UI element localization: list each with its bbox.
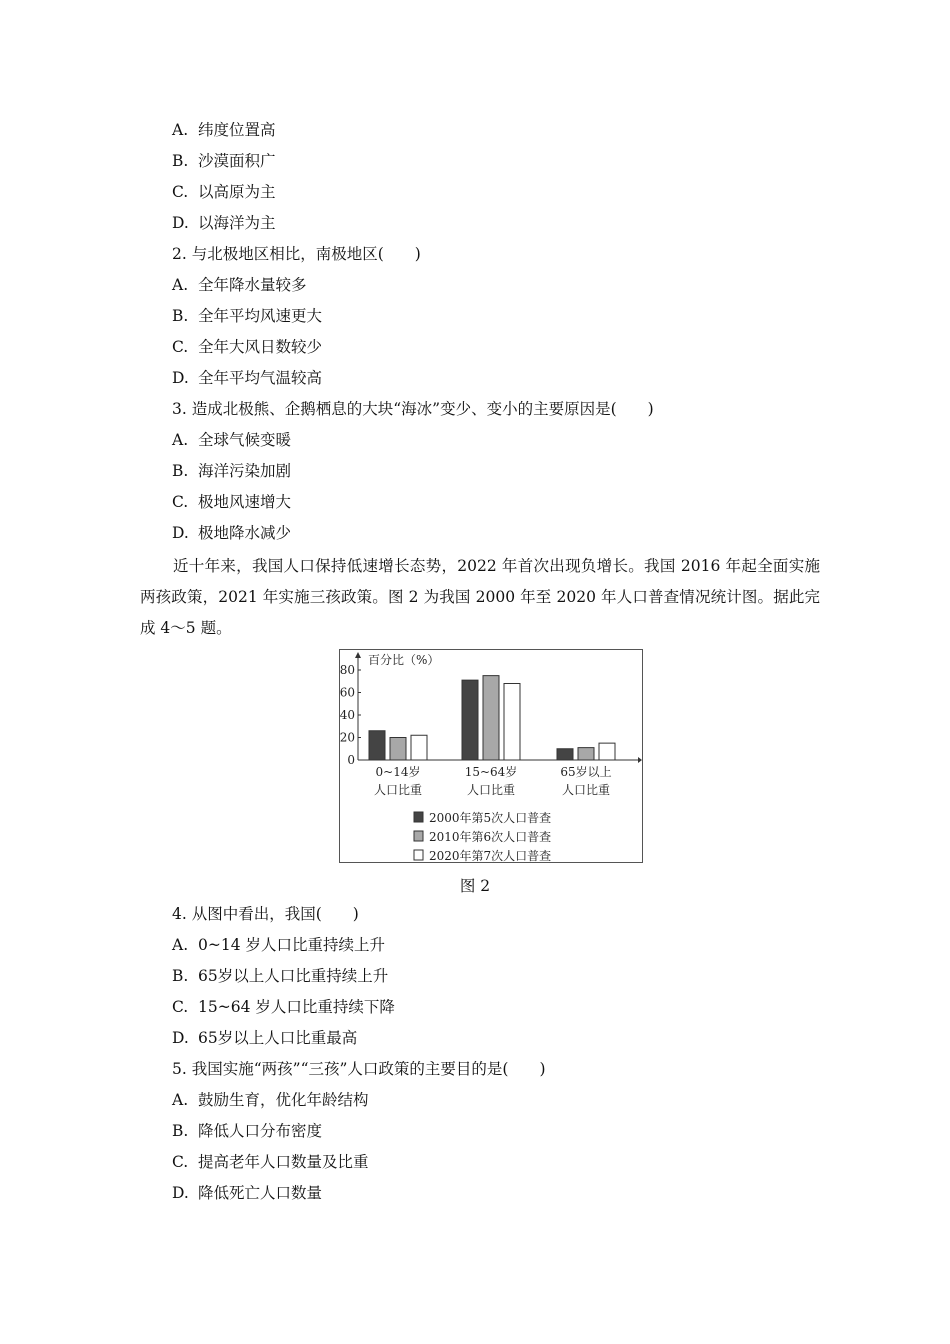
- bar-1-1: [369, 731, 385, 760]
- legend-swatch-3: [414, 850, 423, 860]
- q1-option-d: D. 以海洋为主: [172, 214, 276, 232]
- y-tick-label: 60: [340, 685, 355, 700]
- q5-stem: 5. 我国实施“两孩”“三孩”人口政策的主要目的是( ): [172, 1060, 546, 1078]
- legend-swatch-1: [414, 812, 423, 822]
- q1-option-c: C. 以高原为主: [172, 183, 276, 201]
- legend-label-1: 2000年第5次人口普查: [429, 811, 552, 825]
- population-chart: [339, 649, 643, 863]
- bar-3-3: [599, 743, 615, 760]
- q4-stem: 4. 从图中看出，我国( ): [172, 905, 359, 923]
- q2-stem: 2. 与北极地区相比，南极地区( ): [172, 245, 421, 263]
- y-tick-label: 40: [340, 708, 355, 722]
- q3-option-a: A. 全球气候变暖: [172, 431, 292, 449]
- q2-option-c: C. 全年大风日数较少: [172, 338, 323, 356]
- y-axis-arrow: [355, 652, 361, 658]
- q5-option-a: A. 鼓励生育，优化年龄结构: [172, 1091, 369, 1109]
- category-label: 15~64岁: [464, 765, 518, 779]
- q4-option-d: D. 65岁以上人口比重最高: [172, 1029, 358, 1047]
- q3-option-d: D. 极地降水减少: [172, 524, 292, 542]
- chart-svg: [340, 650, 642, 862]
- category-label: 人口比重: [466, 783, 516, 797]
- bar-3-2: [504, 684, 520, 761]
- q5-option-c: C. 提高老年人口数量及比重: [172, 1153, 369, 1171]
- bar-2-2: [483, 676, 499, 760]
- q2-option-b: B. 全年平均风速更大: [172, 307, 323, 325]
- x-axis-arrow: [638, 757, 642, 763]
- q3-stem: 3. 造成北极熊、企鹅栖息的大块“海冰”变少、变小的主要原因是( ): [172, 400, 654, 418]
- y-axis-label: 百分比（%）: [368, 653, 440, 667]
- q4-option-a: A. 0~14 岁人口比重持续上升: [172, 936, 385, 954]
- category-label: 0~14岁: [375, 765, 421, 779]
- q1-option-a: A. 纬度位置高: [172, 121, 276, 139]
- q4-option-b: B. 65岁以上人口比重持续上升: [172, 967, 389, 985]
- q3-option-b: B. 海洋污染加剧: [172, 462, 292, 480]
- y-tick-label: 20: [340, 730, 355, 745]
- q2-option-d: D. 全年平均气温较高: [172, 369, 323, 387]
- bar-1-2: [462, 680, 478, 760]
- q2-option-a: A. 全年降水量较多: [172, 276, 307, 294]
- figure-caption: 图 2: [459, 877, 491, 895]
- q5-option-b: B. 降低人口分布密度: [172, 1122, 323, 1140]
- q3-option-c: C. 极地风速增大: [172, 493, 292, 511]
- passage: 近十年来，我国人口保持低速增长态势，2022 年首次出现负增长。我国 2016 年起全面实施两孩政策，2021 年实施三孩政策。图 2 为我国 2000 年至 2020 年人口普查情况统计图。据此完成 4～5 题。: [140, 557, 820, 637]
- bar-2-3: [578, 748, 594, 760]
- category-label: 人口比重: [561, 783, 611, 797]
- q4-option-c: C. 15~64 岁人口比重持续下降: [172, 998, 395, 1016]
- legend-label-2: 2010年第6次人口普查: [429, 830, 552, 844]
- bar-3-1: [411, 735, 427, 760]
- y-tick-label: 80: [340, 663, 355, 677]
- bar-1-3: [557, 749, 573, 760]
- legend-swatch-2: [414, 831, 423, 841]
- q5-option-d: D. 降低死亡人口数量: [172, 1184, 323, 1202]
- y-tick-label: 0: [347, 753, 355, 767]
- category-label: 65岁以上: [560, 765, 612, 779]
- bar-2-1: [390, 738, 406, 761]
- legend-label-3: 2020年第7次人口普查: [429, 849, 552, 862]
- q1-option-b: B. 沙漠面积广: [172, 152, 276, 170]
- category-label: 人口比重: [373, 783, 423, 797]
